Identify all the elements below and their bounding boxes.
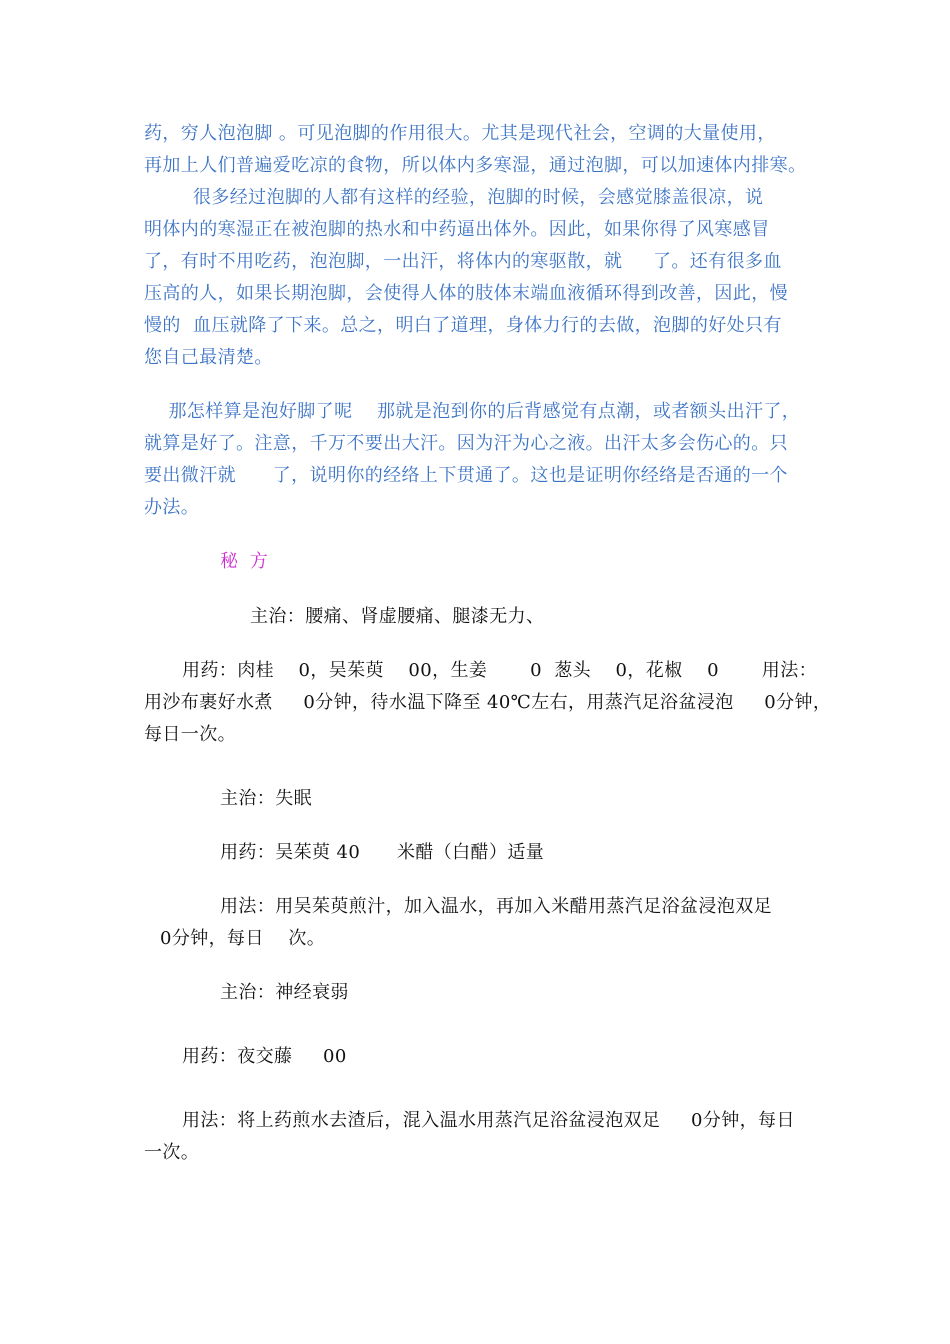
para2-line-3: 了，有时不用吃药，泡泡脚，一出汗，将体内的寒驱散，就 了。还有很多血 bbox=[144, 251, 782, 272]
recipe2-yongyao: 用药：吴茱萸 40 米醋（白醋）适量 bbox=[220, 842, 545, 863]
recipe3-yongfa-line-2: 一次。 bbox=[144, 1142, 200, 1163]
para3-line-2: 就算是好了。注意，千万不要出大汗。因为汗为心之液。出汗太多会伤心的。只 bbox=[144, 433, 788, 454]
recipe1-line-1: 用药：肉桂 0，吴茱萸 00，生姜 0 葱头 0，花椒 0 用法： bbox=[182, 660, 818, 681]
para3-line-4: 办法。 bbox=[144, 497, 200, 518]
recipe3-zhuzhi: 主治：神经衰弱 bbox=[220, 982, 349, 1003]
para3-line-1: 那怎样算是泡好脚了呢 那就是泡到你的后背感觉有点潮，或者额头出汗了， bbox=[144, 401, 801, 422]
recipe2-zhuzhi: 主治：失眠 bbox=[220, 788, 312, 809]
recipe2-yongfa-line-2: 0分钟，每日 次。 bbox=[160, 928, 326, 949]
section-heading: 秘 方 bbox=[220, 551, 271, 572]
para2-line-4: 压高的人，如果长期泡脚，会使得人体的肢体末端血液循环得到改善，因此，慢 bbox=[144, 283, 788, 304]
para2-line-1: 很多经过泡脚的人都有这样的经验，泡脚的时候，会感觉膝盖很凉，说 bbox=[144, 187, 764, 208]
recipe3-yongfa-line-1: 用法：将上药煎水去渣后，混入温水用蒸汽足浴盆浸泡双足 0分钟，每日 bbox=[182, 1110, 795, 1131]
para3-line-3: 要出微汗就 了，说明你的经络上下贯通了。这也是证明你经络是否通的一个 bbox=[144, 465, 788, 486]
para2-line-5: 慢的 血压就降了下来。总之，明白了道理，身体力行的去做，泡脚的好处只有 bbox=[144, 315, 782, 336]
recipe1-zhuzhi: 主治：腰痛、肾虚腰痛、腿漆无力、 bbox=[250, 606, 545, 627]
para2-line-6: 您自己最清楚。 bbox=[144, 347, 273, 368]
recipe1-line-2: 用沙布裹好水煮 0分钟，待水温下降至 40℃左右，用蒸汽足浴盆浸泡 0分钟， bbox=[144, 692, 832, 713]
intro-line-1: 药，穷人泡泡脚 。可见泡脚的作用很大。尤其是现代社会，空调的大量使用， bbox=[144, 123, 776, 144]
recipe1-line-3: 每日一次。 bbox=[144, 724, 236, 745]
recipe2-yongfa-line-1: 用法：用吴茱萸煎汁，加入温水，再加入米醋用蒸汽足浴盆浸泡双足 bbox=[220, 896, 772, 917]
intro-line-2: 再加上人们普遍爱吃凉的食物，所以体内多寒湿，通过泡脚，可以加速体内排寒。 bbox=[144, 155, 807, 176]
para2-line-2: 明体内的寒湿正在被泡脚的热水和中药逼出体外。因此，如果你得了风寒感冒 bbox=[144, 219, 770, 240]
recipe3-yongyao: 用药：夜交藤 00 bbox=[182, 1046, 347, 1067]
